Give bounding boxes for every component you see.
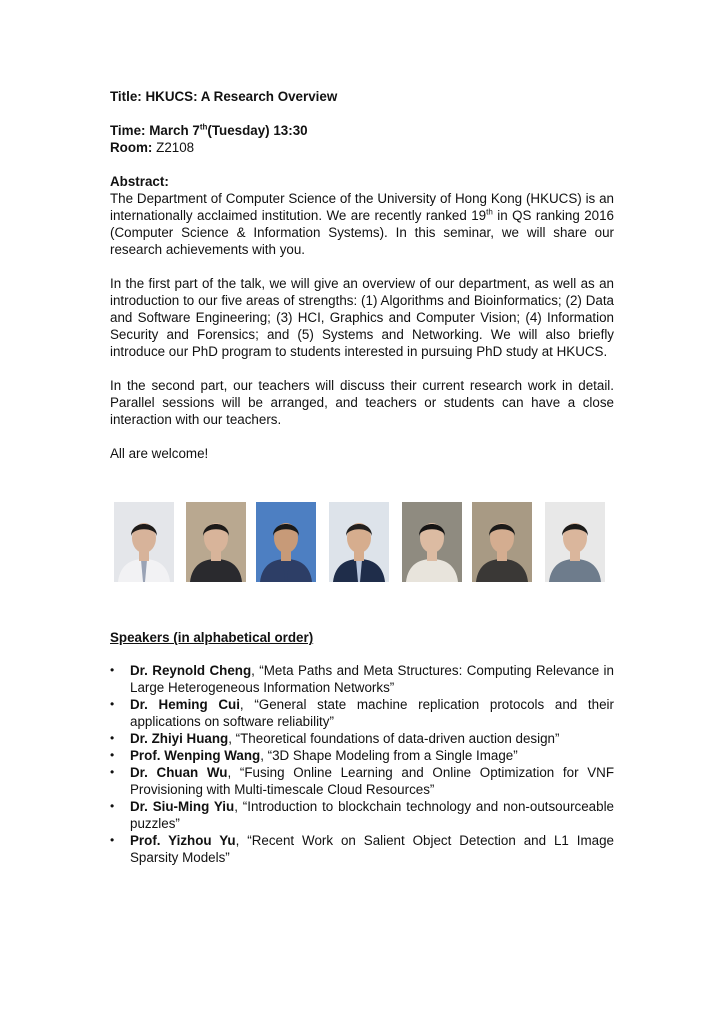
talk-title: , “Theoretical foundations of data-driven auction design” — [228, 731, 560, 746]
talk-title: , “General state machine replication protocols and their applications on software reliability” — [130, 697, 614, 729]
bullet-icon: • — [110, 663, 115, 677]
portrait-image — [402, 502, 462, 582]
speakers-list — [110, 662, 614, 866]
speaker-photo — [114, 502, 174, 582]
time-line — [110, 122, 614, 139]
talk-title: , “Introduction to blockchain technology and non-outsourceable puzzles” — [130, 799, 614, 831]
bullet-icon: • — [110, 748, 115, 762]
speakers-heading: Speakers (in alphabetical order) — [110, 630, 314, 645]
speaker-photo — [472, 502, 532, 582]
talk-title: , “Recent Work on Salient Object Detection and L1 Image Sparsity Models” — [130, 833, 614, 865]
bullet-icon: • — [110, 697, 115, 711]
speaker-photo — [329, 502, 389, 582]
abstract-label: Abstract: — [110, 174, 169, 189]
speaker-item — [110, 798, 614, 832]
speaker-name: Dr. Chuan Wu — [130, 765, 228, 780]
portrait-image — [114, 502, 174, 582]
time-value-rest: (Tuesday) 13:30 — [207, 123, 308, 138]
bullet-icon: • — [110, 799, 115, 813]
abstract-p1-b: in QS ranking 2016 (Computer Science & Information Systems). In this seminar, we will share our research achievements with you. — [110, 208, 615, 257]
portrait-image — [472, 502, 532, 582]
portrait-image — [545, 502, 605, 582]
time-label: Time: — [110, 123, 146, 138]
room-line — [110, 139, 614, 156]
abstract-p1-a: The Department of Computer Science of the University of Hong Kong (HKUCS) is an internationally acclaimed institution. We are recently ranked 19 — [110, 191, 614, 223]
speaker-name: Prof. Yizhou Yu — [130, 833, 236, 848]
seminar-details — [110, 88, 614, 462]
speaker-item — [110, 832, 614, 866]
room-value: Z2108 — [156, 140, 195, 155]
talk-title: , “3D Shape Modeling from a Single Image” — [260, 748, 518, 763]
speaker-name: Dr. Siu-Ming Yiu — [130, 799, 235, 814]
speaker-photo — [186, 502, 246, 582]
speaker-item — [110, 662, 614, 696]
speaker-name: Dr. Reynold Cheng — [130, 663, 252, 678]
speaker-item — [110, 696, 614, 730]
abstract-paragraph-1 — [110, 190, 614, 258]
speaker-photo — [402, 502, 462, 582]
speaker-item — [110, 764, 614, 798]
speaker-name: Dr. Heming Cui — [130, 697, 240, 712]
title-line — [110, 88, 614, 105]
speaker-photos-row — [114, 502, 610, 582]
speaker-name: Prof. Wenping Wang — [130, 748, 261, 763]
speaker-name: Dr. Zhiyi Huang — [130, 731, 229, 746]
speaker-photo — [256, 502, 316, 582]
bullet-icon: • — [110, 833, 115, 847]
welcome-line: All are welcome! — [110, 446, 209, 461]
speaker-photo — [545, 502, 605, 582]
time-value-sup: th — [199, 122, 208, 132]
talk-title: , “Fusing Online Learning and Online Optimization for VNF Provisioning with Multi-timescale Cloud Resources” — [130, 765, 614, 797]
time-value-date: March 7 — [149, 123, 200, 138]
bullet-icon: • — [110, 765, 115, 779]
speaker-item — [110, 747, 614, 764]
room-label: Room: — [110, 140, 153, 155]
portrait-image — [186, 502, 246, 582]
portrait-image — [256, 502, 316, 582]
bullet-icon: • — [110, 731, 115, 745]
title-label: Title: — [110, 89, 142, 104]
speaker-item — [110, 730, 614, 747]
abstract-paragraph-2: In the first part of the talk, we will give an overview of our department, as well as an introduction to our five areas of strengths: (1) Algorithms and Bioinformatics; (2) Data and Software Engineering; (3) HCI, Graphics and Computer Vision; (4) Information Security and Forensics; and (5) Systems and Networking. We will also briefly introduce our PhD program to students interested in pursuing PhD study at HKUCS. — [110, 276, 614, 359]
seminar-title: HKUCS: A Research Overview — [145, 89, 338, 104]
abstract-paragraph-3: In the second part, our teachers will discuss their current research work in detail. Parallel sessions will be arranged, and teachers or students can have a close interaction with our teachers. — [110, 378, 614, 427]
portrait-image — [329, 502, 389, 582]
talk-title: , “Meta Paths and Meta Structures: Computing Relevance in Large Heterogeneous Information Networks” — [130, 663, 614, 695]
abstract-p1-sup: th — [486, 207, 493, 217]
